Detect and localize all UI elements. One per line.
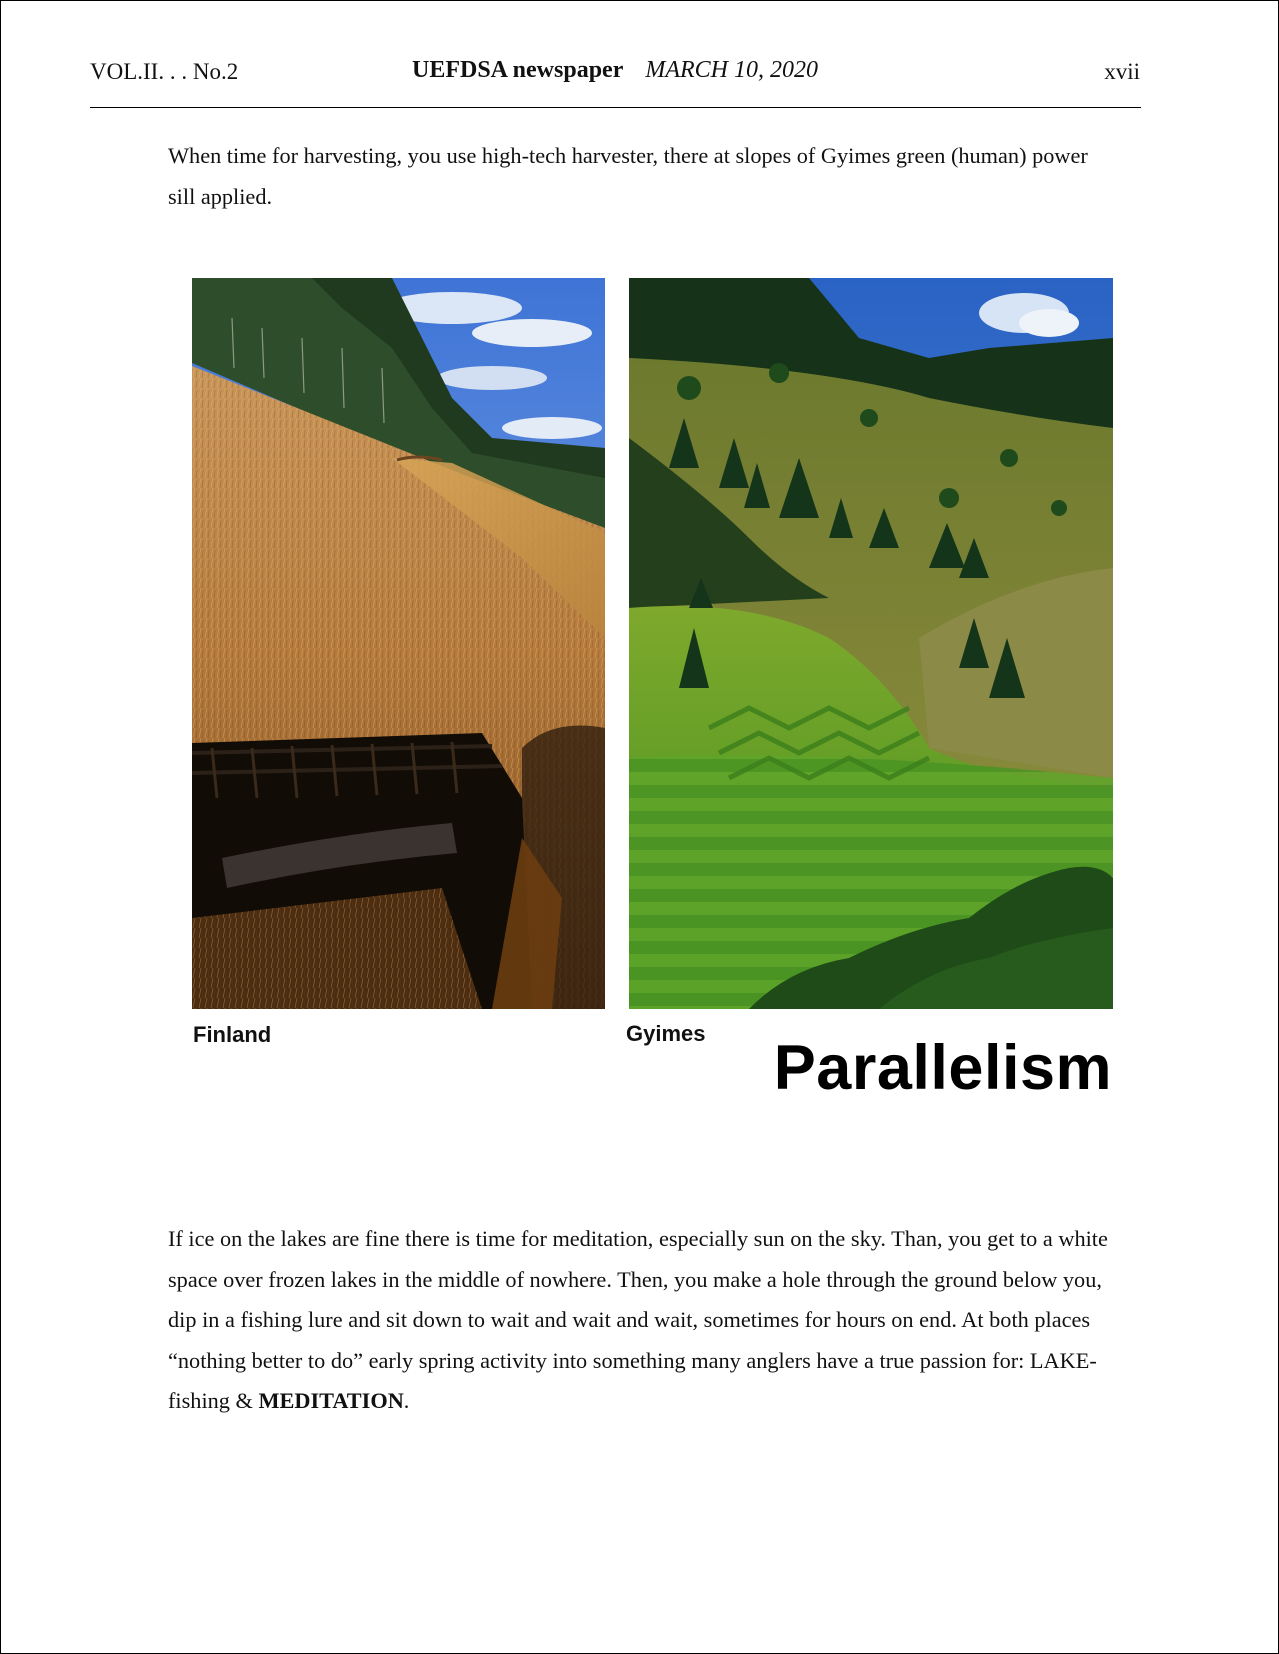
closing-emphasis: MEDITATION bbox=[258, 1388, 404, 1413]
intro-paragraph: When time for harvesting, you use high-tech harvester, there at slopes of Gyimes green (human) power sill applied. bbox=[168, 143, 1088, 209]
finland-photo-image bbox=[192, 278, 605, 1009]
gyimes-caption: Gyimes bbox=[626, 1021, 706, 1046]
feature-title: Parallelism bbox=[773, 1033, 1112, 1103]
newspaper-title: UEFDSA newspaper bbox=[411, 57, 624, 83]
closing-paragraph bbox=[168, 1219, 1118, 1422]
issue-date: MARCH 10, 2020 bbox=[645, 57, 818, 83]
masthead bbox=[90, 57, 1140, 84]
page-number: xvii bbox=[1104, 59, 1140, 84]
closing-text: If ice on the lakes are fine there is time for meditation, especially sun on the sky. Than, you get to a white space over frozen lakes in the middle of nowhere. Then, you make a hole through the ground below you, dip in a fishing lure and sit down to wait and wait and wait, sometimes for hours on end. At both places “nothing better to do” early spring activity into something many anglers have a true passion for: LAKE-fishing & bbox=[168, 1226, 1108, 1413]
finland-photo bbox=[192, 278, 605, 1009]
volume-label: VOL.II. . . No.2 bbox=[90, 59, 239, 84]
gyimes-photo bbox=[629, 278, 1113, 1009]
header-rule bbox=[90, 107, 1141, 108]
finland-caption: Finland bbox=[193, 1022, 272, 1047]
page-header bbox=[90, 53, 1140, 89]
closing-end: . bbox=[403, 1388, 410, 1413]
gyimes-photo-image bbox=[629, 278, 1113, 1009]
